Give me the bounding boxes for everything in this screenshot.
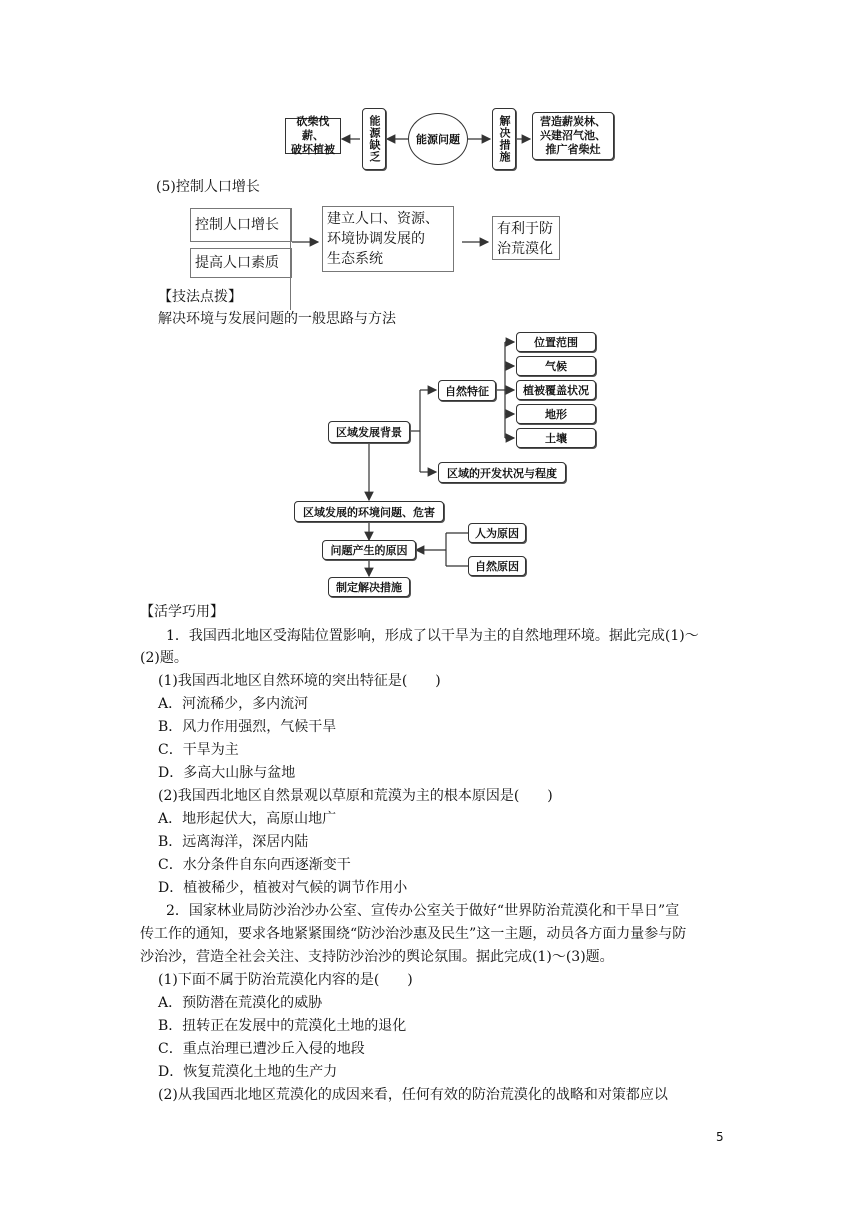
result-line-1: 有利于防	[497, 221, 553, 237]
natural-item-location-label: 位置范围	[534, 336, 578, 349]
natural-item-terrain-label: 地形	[545, 408, 567, 421]
natural-cause-box	[468, 556, 526, 576]
q1-1-option-a: A．河流稀少，多内流河	[158, 696, 309, 712]
human-cause-box	[468, 523, 526, 543]
natural-item-climate-label: 气候	[545, 360, 567, 373]
q1-1-option-d: D．多高大山脉与盆地	[158, 765, 296, 781]
natural-item-soil-label: 土壤	[545, 432, 567, 445]
natural-item-vegetation-label: 植被覆盖状况	[523, 384, 589, 397]
q2-1-option-d: D．恢复荒漠化土地的生产力	[158, 1064, 338, 1080]
eco-line-3: 生态系统	[327, 251, 383, 267]
practice-heading: 【活学巧用】	[140, 604, 224, 620]
solutions-box	[532, 112, 614, 160]
measures-final-label: 制定解决措施	[336, 581, 402, 594]
control-population-label: 控制人口增长	[195, 217, 279, 233]
eco-line-2: 环境协调发展的	[327, 231, 425, 247]
natural-features-box	[438, 380, 496, 401]
q1-2-question: (2)我国西北地区自然景观以草原和荒漠为主的根本原因是( )	[158, 788, 553, 804]
development-status-box	[438, 462, 566, 483]
causes-box	[322, 540, 416, 560]
region-background-label: 区域发展背景	[336, 426, 402, 439]
natural-item-soil	[516, 428, 596, 448]
item-5-heading: (5)控制人口增长	[156, 179, 260, 195]
q2-1-option-c: C．重点治理已遭沙丘入侵的地段	[158, 1041, 365, 1057]
q1-2-option-b: B．远离海洋，深居内陆	[158, 834, 309, 850]
q1-2-option-d: D．植被稀少，植被对气候的调节作用小	[158, 880, 408, 896]
q1-1-question: (1)我国西北地区自然环境的突出特征是( )	[158, 673, 441, 689]
q2-1-question: (1)下面不属于防治荒漠化内容的是( )	[158, 972, 413, 988]
energy-problem-label: 能源问题	[416, 133, 460, 146]
causes-label: 问题产生的原因	[330, 544, 408, 557]
q2-2-question: (2)从我国西北地区荒漠化的成因来看，任何有效的防治荒漠化的战略和对策都应以	[158, 1087, 668, 1103]
natural-item-vegetation	[516, 380, 596, 400]
environment-problems-box	[294, 501, 444, 522]
measures-final-box	[328, 577, 410, 597]
deforestation-line-1: 砍柴伐薪、	[296, 115, 330, 142]
eco-line-1: 建立人口、资源、	[327, 211, 439, 227]
q1-stem-line-2: (2)题。	[140, 650, 188, 666]
q2-stem-line-2: 传工作的通知，要求各地紧紧围绕“防沙治沙惠及民生”这一主题，动员各方面力量参与防	[140, 926, 687, 942]
natural-item-terrain	[516, 404, 596, 424]
natural-cause-label: 自然原因	[475, 560, 519, 573]
control-population-box	[190, 208, 292, 242]
q2-stem-line-1: 2．国家林业局防沙治沙办公室、宣传办公室关于做好“世界防治荒漠化和干旱日”宣	[166, 903, 680, 919]
q2-1-option-a: A．预防潜在荒漠化的威胁	[158, 995, 323, 1011]
measures-box	[492, 108, 516, 170]
improve-quality-box	[190, 248, 292, 278]
development-status-label: 区域的开发状况与程度	[447, 466, 557, 480]
energy-shortage-box	[362, 108, 386, 170]
natural-item-location	[516, 332, 596, 352]
environment-problems-label: 区域发展的环境问题、危害	[303, 505, 435, 519]
q1-2-option-a: A．地形起伏大，高原山地广	[158, 811, 337, 827]
solution-line-2: 兴建沼气池、	[540, 129, 606, 142]
eco-system-box	[322, 206, 454, 272]
deforestation-box	[285, 115, 341, 156]
deforestation-line-2: 破坏植被	[291, 143, 335, 156]
q1-2-option-c: C．水分条件自东向西逐渐变干	[158, 857, 351, 873]
page-number: 5	[716, 1130, 724, 1144]
natural-features-label: 自然特征	[445, 384, 489, 398]
result-line-2: 治荒漠化	[497, 241, 553, 257]
tips-heading: 【技法点拨】	[158, 289, 242, 305]
q2-stem-line-3: 沙治沙，营造全社会关注、支持防沙治沙的舆论氛围。据此完成(1)～(3)题。	[140, 949, 614, 965]
human-cause-label: 人为原因	[475, 527, 519, 540]
measures-label: 解决措施	[498, 115, 511, 163]
q1-stem-line-1: 1．我国西北地区受海陆位置影响，形成了以干旱为主的自然地理环境。据此完成(1)～	[166, 628, 699, 644]
region-background-box	[328, 421, 410, 443]
tips-intro: 解决环境与发展问题的一般思路与方法	[158, 311, 396, 327]
energy-problem-circle	[408, 113, 468, 165]
q1-1-option-c: C．干旱为主	[158, 742, 239, 758]
natural-item-climate	[516, 356, 596, 376]
improve-quality-label: 提高人口素质	[195, 255, 279, 271]
result-box	[492, 216, 560, 260]
q1-1-option-b: B．风力作用强烈，气候干旱	[158, 719, 337, 735]
energy-shortage-label: 能源缺乏	[368, 115, 381, 163]
solution-line-1: 营造薪炭林、	[540, 115, 606, 128]
bracket-line	[290, 208, 291, 310]
q2-1-option-b: B．扭转正在发展中的荒漠化土地的退化	[158, 1018, 407, 1034]
solution-line-3: 推广省柴灶	[545, 143, 601, 156]
